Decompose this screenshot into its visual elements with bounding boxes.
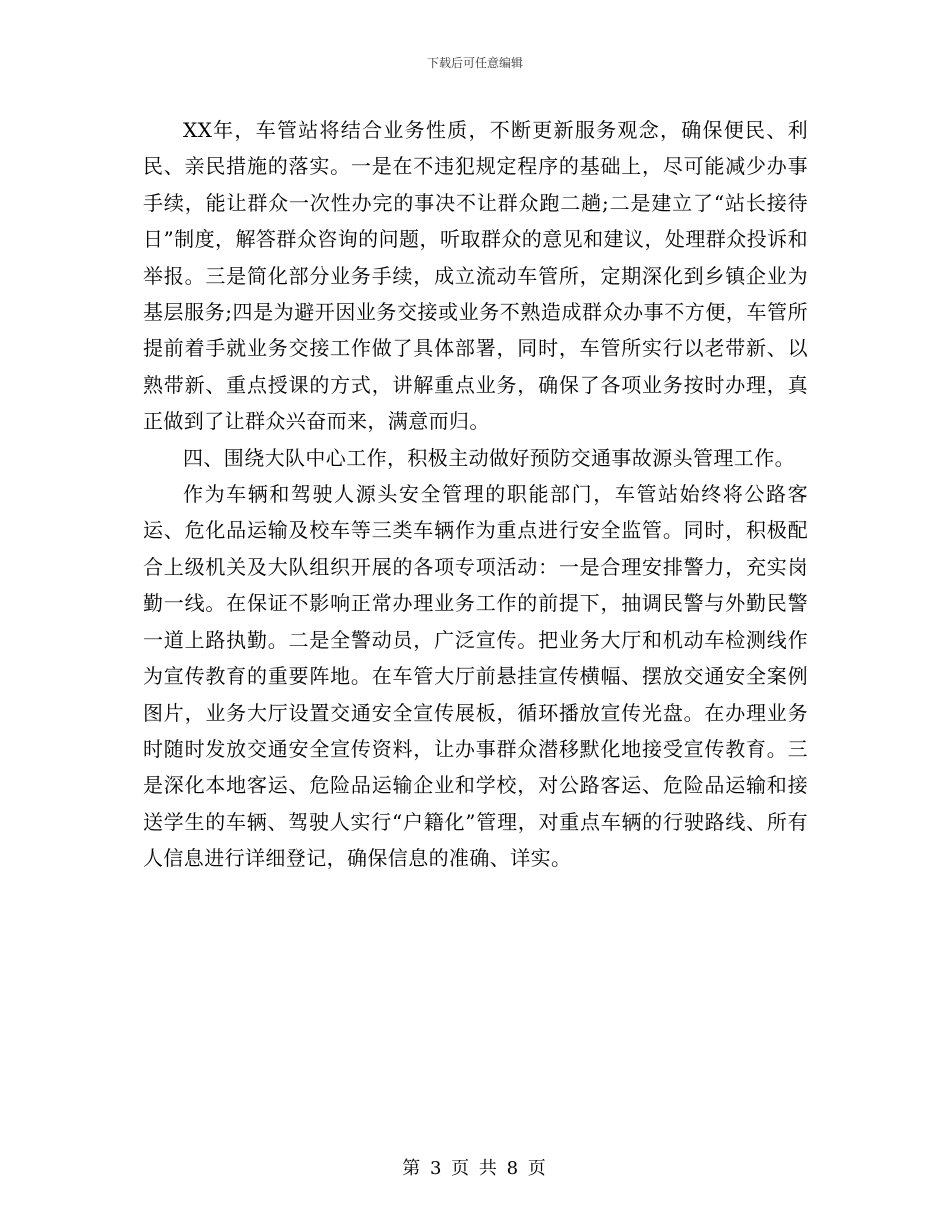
paragraph-safety-management: 作为车辆和驾驶人源头安全管理的职能部门，车管站始终将公路客运、危化品运输及校车等三类车辆作为重点进行安全监管。同时，积极配合上级机关及大队组织开展的各项专项活动：一是合理安排警力，充实岗勤一线。在保证不影响正常办理业务工作的前提下，抽调民警与外勤民警一道上路执勤。二是全警动员，广泛宣传。把业务大厅和机动车检测线作为宣传教育的重要阵地。在车管大厅前悬挂宣传横幅、摆放交通安全案例图片，业务大厅设置交通安全宣传展板，循环播放宣传光盘。在办理业务时随时发放交通安全宣传资料，让办事群众潜移默化地接受宣传教育。三是深化本地客运、危险品运输企业和学校，对公路客运、危险品运输和接送学生的车辆、驾驶人实行“户籍化”管理，对重点车辆的行驶路线、所有人信息进行详细登记，确保信息的准确、详实。	[143, 482, 808, 871]
page-number: 第 3 页 共 8 页	[402, 1158, 548, 1179]
paragraph-service-measures: XX年，车管站将结合业务性质，不断更新服务观念，确保便民、利民、亲民措施的落实。一是在不违犯规定程序的基础上，尽可能减少办事手续，能让群众一次性办完的事决不让群众跑二趟;二是建立了“站长接待日”制度，解答群众咨询的问题，听取群众的意见和建议，处理群众投诉和举报。三是简化部分业务手续，成立流动车管所，定期深化到乡镇企业为基层服务;四是为避开因业务交接或业务不熟造成群众办事不方便，车管所提前着手就业务交接工作做了具体部署，同时，车管所实行以老带新、以熟带新、重点授课的方式，讲解重点业务，确保了各项业务按时办理，真正做到了让群众兴奋而来，满意而归。	[143, 118, 808, 434]
page-header: 下载后可任意编辑	[426, 56, 523, 70]
document-body	[143, 112, 808, 877]
paragraph-section-heading: 四、围绕大队中心工作，积极主动做好预防交通事故源头管理工作。	[183, 445, 795, 470]
